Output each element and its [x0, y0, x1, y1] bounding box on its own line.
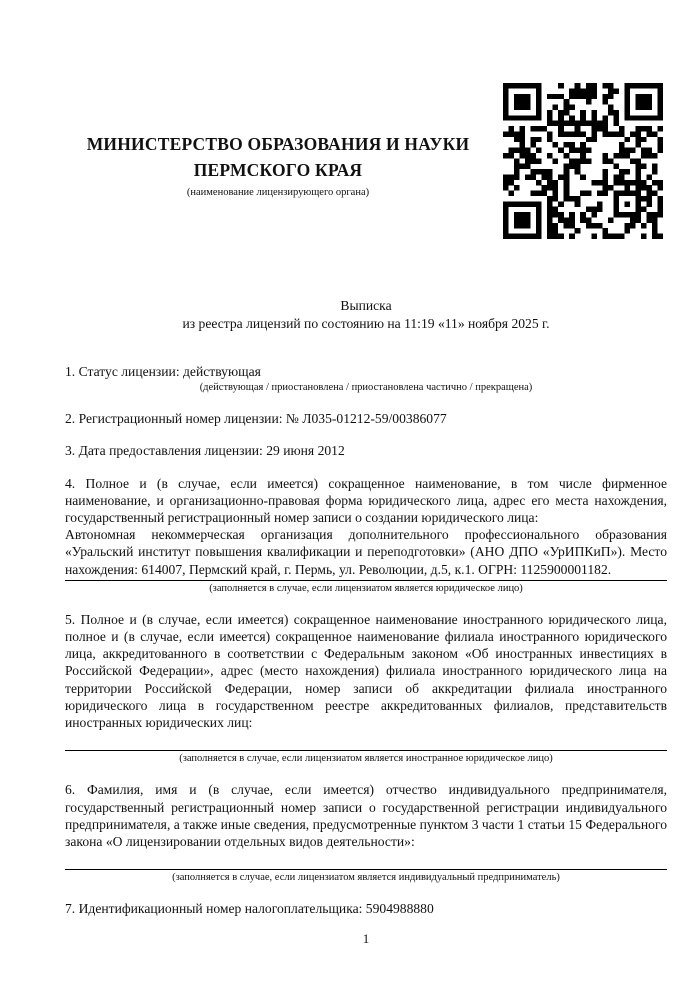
- title-line1: Выписка: [340, 298, 392, 313]
- license-item-1: [65, 363, 667, 395]
- item-4-paragraph: Автономная некоммерческая организация дополнительного профессионального образования «Уральский институт повышения квалификации и переподготовки» (АНО ДПО «УрИПКиП»). Место нахождения: 614007, Пермский край, г. Пермь, ул. Революции, д.5, к.1. ОГРН: 1125900001182.: [65, 527, 667, 577]
- authority-caption: (наименование лицензирующего органа): [186, 187, 370, 198]
- item-6-paragraph: 6. Фамилия, имя и (в случае, если имеется) отчество индивидуального предпринимателя, государственный регистрационный номер записи о государственной регистрации индивидуального предпринимателя, а также иные сведения, предусмотренные пунктом 3 части 1 статьи 15 Федерального закона «О лицензировании отдельных видов деятельности»:: [65, 782, 667, 850]
- license-item-7: [65, 900, 667, 917]
- item-4-paragraph: 4. Полное и (в случае, если имеется) сокращенное наименование, в том числе фирменное наименование, и организационно-правовая форма юридического лица, адрес его места нахождения, государственный регистрационный номер записи о создании юридического лица:: [65, 475, 667, 526]
- item-6-paragraph: [65, 850, 667, 867]
- item-1-caption: (действующая / приостановлена / приостановлена частично / прекращена): [199, 382, 533, 394]
- item-1-paragraph: 1. Статус лицензии: действующая: [65, 364, 261, 379]
- item-2-paragraph: 2. Регистрационный номер лицензии: № Л035-01212-59/00386077: [65, 411, 447, 427]
- item-5-paragraph: 5. Полное и (в случае, если имеется) сокращенное наименование иностранного юридического лица, полное и (в случае, если имеется) сокращенное наименование филиала иностранного юридического лица, аккредитованного в соответствии с Федеральным законом «Об иностранных инвестициях в Российской Федерации», адрес (место нахождения) филиала иностранного юридического лица на территории Российской Федерации, номер записи об аккредитации филиала иностранного юридического лица в государственном реестре аккредитованных филиалов, представительств иностранных юридических лиц:: [65, 611, 667, 731]
- licensing-authority-name: [63, 131, 493, 183]
- qr-code: [503, 83, 663, 239]
- page-number: 1: [362, 931, 370, 946]
- fill-in-rule: [65, 750, 667, 751]
- document-title: [65, 297, 667, 332]
- ministry-name-line1: МИНИСТЕРСТВО ОБРАЗОВАНИЯ И НАУКИ: [86, 134, 470, 154]
- title-line2: из реестра лицензий по состоянию на 11:19 «11» ноября 2025 г.: [182, 315, 550, 331]
- fill-in-rule: [65, 580, 667, 581]
- license-item-4: [65, 475, 667, 596]
- license-item-5: [65, 611, 667, 767]
- item-4-caption: (заполняется в случае, если лицензиатом является юридическое лицо): [209, 582, 523, 594]
- ministry-name-line2: ПЕРМСКОГО КРАЯ: [193, 160, 363, 180]
- license-item-6: [65, 781, 667, 885]
- item-3-paragraph: 3. Дата предоставления лицензии: 29 июня 2012: [65, 443, 345, 459]
- item-6-caption: (заполняется в случае, если лицензиатом является индивидуальный предприниматель): [172, 872, 560, 884]
- item-7-paragraph: 7. Идентификационный номер налогоплательщика: 5904988880: [65, 901, 434, 917]
- item-5-paragraph: [65, 731, 667, 748]
- document-body: [65, 363, 667, 933]
- fill-in-rule: [65, 869, 667, 870]
- item-5-caption: (заполняется в случае, если лицензиатом является иностранное юридическое лицо): [179, 753, 553, 765]
- license-item-2: [65, 410, 667, 427]
- license-item-3: [65, 442, 667, 459]
- document-header: [63, 131, 493, 199]
- page-footer: [65, 931, 667, 947]
